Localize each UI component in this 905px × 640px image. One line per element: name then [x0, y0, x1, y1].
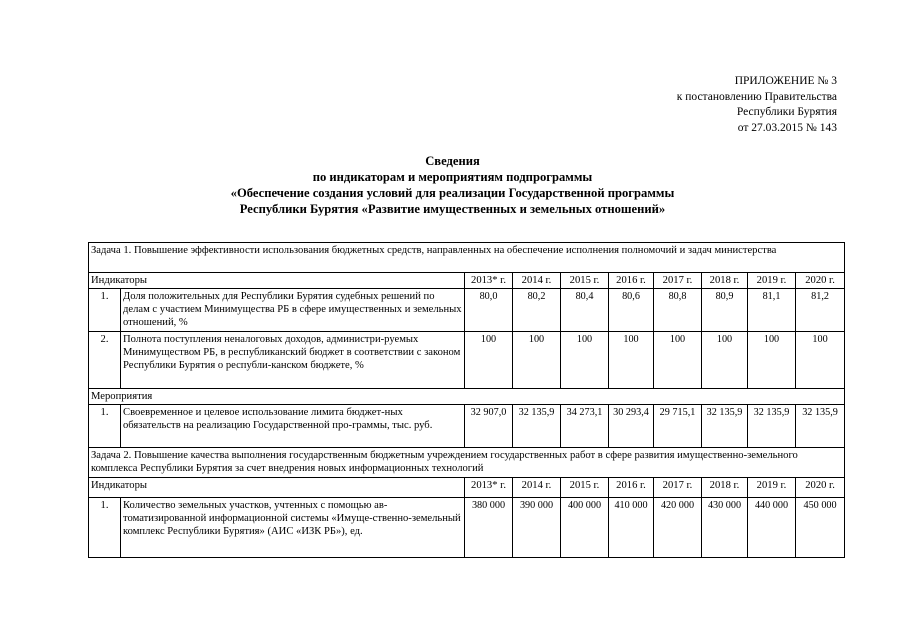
row-number: 1.: [89, 289, 121, 332]
value-cell: 81,2: [796, 289, 845, 332]
task-1-text: Задача 1. Повышение эффективности использования бюджетных средств, направленных на обеспечение исполнения полномочий и задач министерства: [89, 243, 845, 273]
value-cell: 100: [748, 332, 796, 389]
value-cell: 80,8: [654, 289, 702, 332]
value-cell: 400 000: [561, 498, 609, 558]
value-cell: 81,1: [748, 289, 796, 332]
value-cell: 100: [796, 332, 845, 389]
value-cell: 80,4: [561, 289, 609, 332]
year-cell: 2017 г.: [654, 478, 702, 498]
value-cell: 100: [513, 332, 561, 389]
value-cell: 80,0: [465, 289, 513, 332]
year-cell: 2015 г.: [561, 478, 609, 498]
appendix-ref: к постановлению Правительства: [676, 90, 837, 103]
title-line-4: Республики Бурятия «Развитие имущественных и земельных отношений»: [239, 202, 666, 216]
value-cell: 32 135,9: [702, 405, 748, 448]
year-cell: 2016 г.: [609, 478, 654, 498]
value-cell: 410 000: [609, 498, 654, 558]
value-cell: 100: [609, 332, 654, 389]
table-row: [89, 405, 845, 448]
value-cell: 32 135,9: [513, 405, 561, 448]
value-cell: 32 135,9: [796, 405, 845, 448]
value-cell: 80,9: [702, 289, 748, 332]
appendix-header: [607, 74, 837, 136]
value-cell: 80,6: [609, 289, 654, 332]
title-line-3: «Обеспечение создания условий для реализации Государственной программы: [230, 186, 675, 200]
value-cell: 380 000: [465, 498, 513, 558]
year-cell: 2020 г.: [796, 273, 845, 289]
value-cell: 390 000: [513, 498, 561, 558]
appendix-ref-republic: Республики Бурятия: [736, 106, 837, 118]
row-number: 2.: [89, 332, 121, 389]
table-row: [89, 289, 845, 332]
table-row: [89, 332, 845, 389]
value-cell: 32 135,9: [748, 405, 796, 448]
value-cell: 100: [561, 332, 609, 389]
task-2-text: Задача 2. Повышение качества выполнения государственным бюджетным учреждением государственных работ в сфере развития имущественно-земельного комплекса Республики Бурятия за счет внедрения новых информационных технологий: [89, 448, 845, 478]
value-cell: 80,2: [513, 289, 561, 332]
title-line-1: Сведения: [425, 154, 480, 168]
indicator-text: Количество земельных участков, учтенных с помощью ав-томатизированной информационной системы «Имуще-ственно-земельный комплекс Республики Бурятия» (АИС «ИЗК РБ»), ед.: [121, 498, 465, 558]
value-cell: 29 715,1: [654, 405, 702, 448]
value-cell: 100: [654, 332, 702, 389]
value-cell: 450 000: [796, 498, 845, 558]
value-cell: 430 000: [702, 498, 748, 558]
year-cell: 2020 г.: [796, 478, 845, 498]
value-cell: 440 000: [748, 498, 796, 558]
document-title: [0, 153, 905, 217]
year-cell: 2019 г.: [748, 273, 796, 289]
row-number: 1.: [89, 498, 121, 558]
year-cell: 2017 г.: [654, 273, 702, 289]
activities-header-row: [89, 389, 845, 405]
year-cell: 2018 г.: [702, 478, 748, 498]
indicators-header-row: [89, 273, 845, 289]
task-row: [89, 243, 845, 273]
year-cell: 2018 г.: [702, 273, 748, 289]
task-row: [89, 448, 845, 478]
activity-text: Своевременное и целевое использование лимита бюджет-ных обязательств на реализацию Государственной про-граммы, тыс. руб.: [121, 405, 465, 448]
value-cell: 34 273,1: [561, 405, 609, 448]
value-cell: 32 907,0: [465, 405, 513, 448]
appendix-number: ПРИЛОЖЕНИЕ № 3: [734, 75, 837, 87]
appendix-date: от 27.03.2015 № 143: [737, 121, 837, 134]
year-cell: 2015 г.: [561, 273, 609, 289]
value-cell: 100: [702, 332, 748, 389]
year-cell: 2014 г.: [513, 273, 561, 289]
value-cell: 100: [465, 332, 513, 389]
year-cell: 2013* г.: [465, 478, 513, 498]
year-cell: 2014 г.: [513, 478, 561, 498]
row-number: 1.: [89, 405, 121, 448]
activities-label: Мероприятия: [89, 389, 845, 405]
indicators-label: Индикаторы: [89, 273, 465, 289]
year-cell: 2016 г.: [609, 273, 654, 289]
value-cell: 30 293,4: [609, 405, 654, 448]
year-cell: 2019 г.: [748, 478, 796, 498]
indicators-header-row: [89, 478, 845, 498]
indicators-label: Индикаторы: [89, 478, 465, 498]
value-cell: 420 000: [654, 498, 702, 558]
year-cell: 2013* г.: [465, 273, 513, 289]
indicator-text: Доля положительных для Республики Бурятия судебных решений по делам с участием Минимущества РБ в сфере имущественных и земельных отношений, %: [121, 289, 465, 332]
title-line-2: по индикаторам и мероприятиям подпрограммы: [312, 170, 593, 184]
indicators-table: [88, 242, 845, 558]
indicator-text: Полнота поступления неналоговых доходов, администри-руемых Минимуществом РБ, в республиканский бюджет в соответствии с законом Республики Бурятия о республи-канском бюджете, %: [121, 332, 465, 389]
table-row: [89, 498, 845, 558]
